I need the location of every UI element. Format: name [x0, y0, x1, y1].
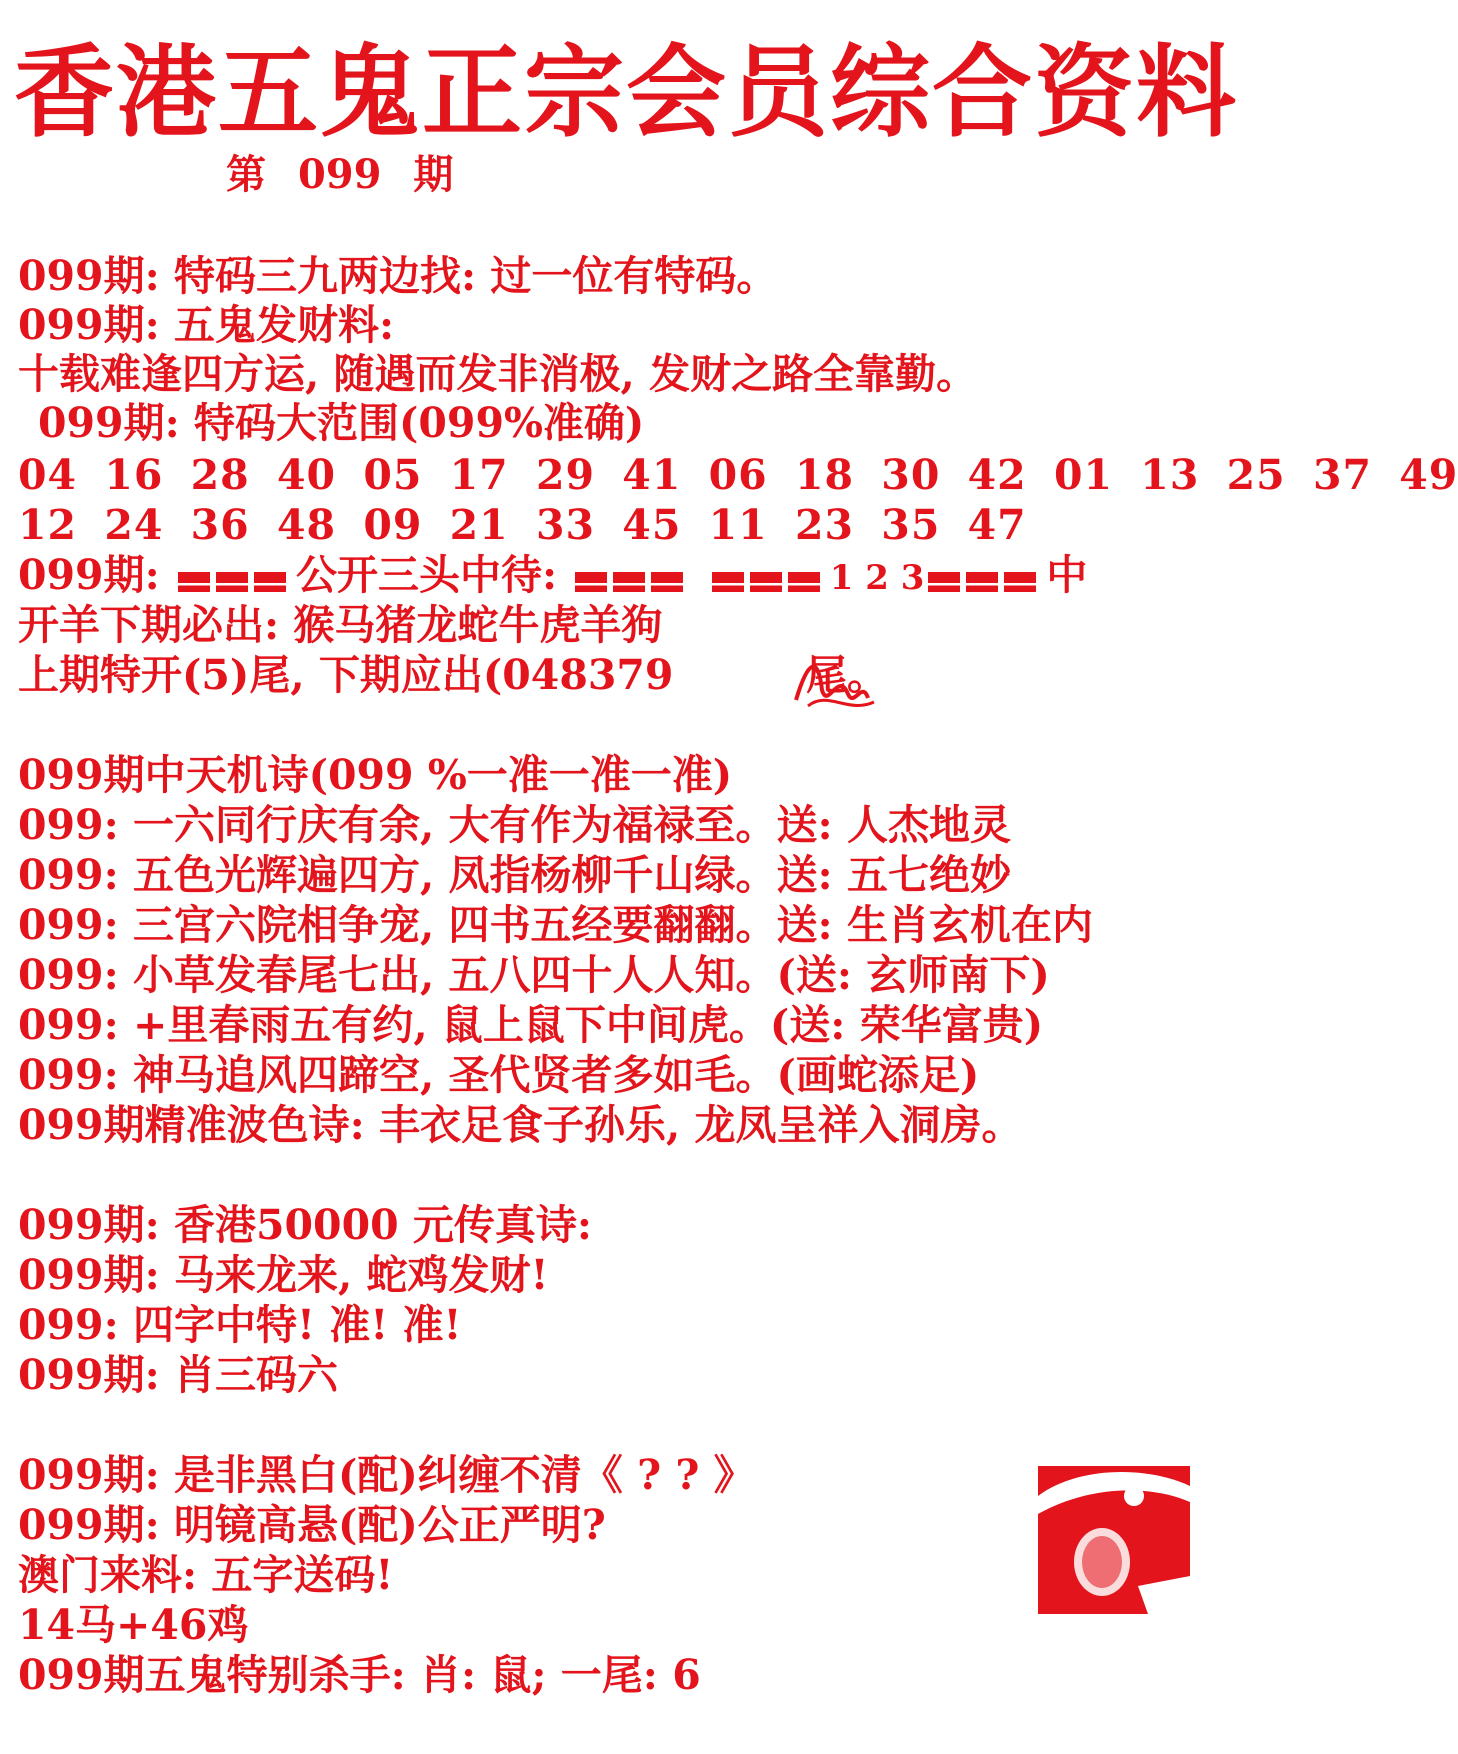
number-row-1: 04 16 28 40 05 17 29 41 06 18 30 42 01 13 25 37 49 [18, 451, 1458, 499]
killer-line: 099期五鬼特别杀手: 肖: 鼠; 一尾: 6 [18, 1651, 701, 1699]
redacted-bars-icon [712, 554, 826, 604]
redacted-bars-icon [575, 554, 689, 604]
poem-line-6: 099: 神马追风四蹄空, 圣代贤者多如毛。(画蛇添足) [18, 1051, 980, 1099]
text-line-4: 099期: 特码大范围(099%准确) [38, 399, 645, 447]
zodiac-line: 14马+46鸡 [18, 1601, 249, 1649]
color-poem-line: 099期精准波色诗: 丰衣足食子孙乐, 龙凤呈祥入洞房。 [18, 1101, 1023, 1149]
text-line-7: 开羊下期必出: 猴马猪龙蛇牛虎羊狗 [18, 601, 663, 649]
number-row-2: 12 24 36 48 09 21 33 45 11 23 35 47 [18, 501, 1027, 549]
text-line-1: 099期: 特码三九两边找: 过一位有特码。 [18, 252, 778, 300]
poem-line-2: 099: 五色光辉遍四方, 凤指杨柳千山绿。送: 五七绝妙 [18, 851, 1011, 899]
poem-line-5: 099: +里春雨五有约, 鼠上鼠下中间虎。(送: 荣华富贵) [18, 1001, 1044, 1049]
three-heads-line [18, 550, 1087, 604]
issue-number [226, 150, 471, 200]
fax-poem-line-2: 099期: 马来龙来, 蛇鸡发财! [18, 1251, 549, 1299]
redacted-bars-icon [928, 554, 1042, 604]
fax-poem-line-1: 099期: 香港50000 元传真诗: [18, 1201, 593, 1249]
issue-suffix: 期 [413, 151, 454, 198]
person-photo-icon [1038, 1466, 1190, 1614]
fax-poem-line-4: 099期: 肖三码六 [18, 1351, 338, 1399]
match-line-1: 099期: 是非黑白(配)纠缠不清《 ? ? 》 [18, 1451, 755, 1499]
poem-line-4: 099: 小草发春尾七出, 五八四十人人知。(送: 玄师南下) [18, 951, 1050, 999]
text-line-2: 099期: 五鬼发财料: [18, 301, 395, 349]
three-heads-suffix: 中 [1046, 551, 1088, 599]
tail-suffix: 尾。 [806, 651, 888, 699]
redacted-bars-icon [178, 554, 292, 604]
text-line-3: 十载难逢四方运, 随遇而发非消极, 发财之路全靠勤。 [18, 350, 978, 398]
tail-prediction: 上期特开(5)尾, 下期应出(048379 [18, 651, 674, 699]
macau-line: 澳门来料: 五字送码! [18, 1551, 394, 1599]
scribble-icon [788, 650, 898, 716]
poem-line-1: 099: 一六同行庆有余, 大有作为福禄至。送: 人杰地灵 [18, 801, 1011, 849]
page-title: 香港五鬼正宗会员综合资料 [14, 34, 1238, 151]
three-heads-prefix: 099期: [18, 551, 160, 599]
match-line-2: 099期: 明镜高悬(配)公正严明? [18, 1501, 606, 1549]
poem-line-3: 099: 三宫六院相争宠, 四书五经要翻翻。送: 生肖玄机在内 [18, 901, 1093, 949]
three-heads-digits: 1 2 3 [829, 558, 925, 598]
issue-prefix: 第 [226, 151, 266, 198]
text-line-8 [18, 650, 673, 700]
fax-poem-line-3: 099: 四字中特! 准! 准! [18, 1301, 462, 1349]
three-heads-middle: 公开三头中待: [296, 551, 558, 599]
text-line-10: 099期中天机诗(099 %一准一准一准) [18, 751, 733, 799]
issue-value: 099 [297, 151, 382, 198]
